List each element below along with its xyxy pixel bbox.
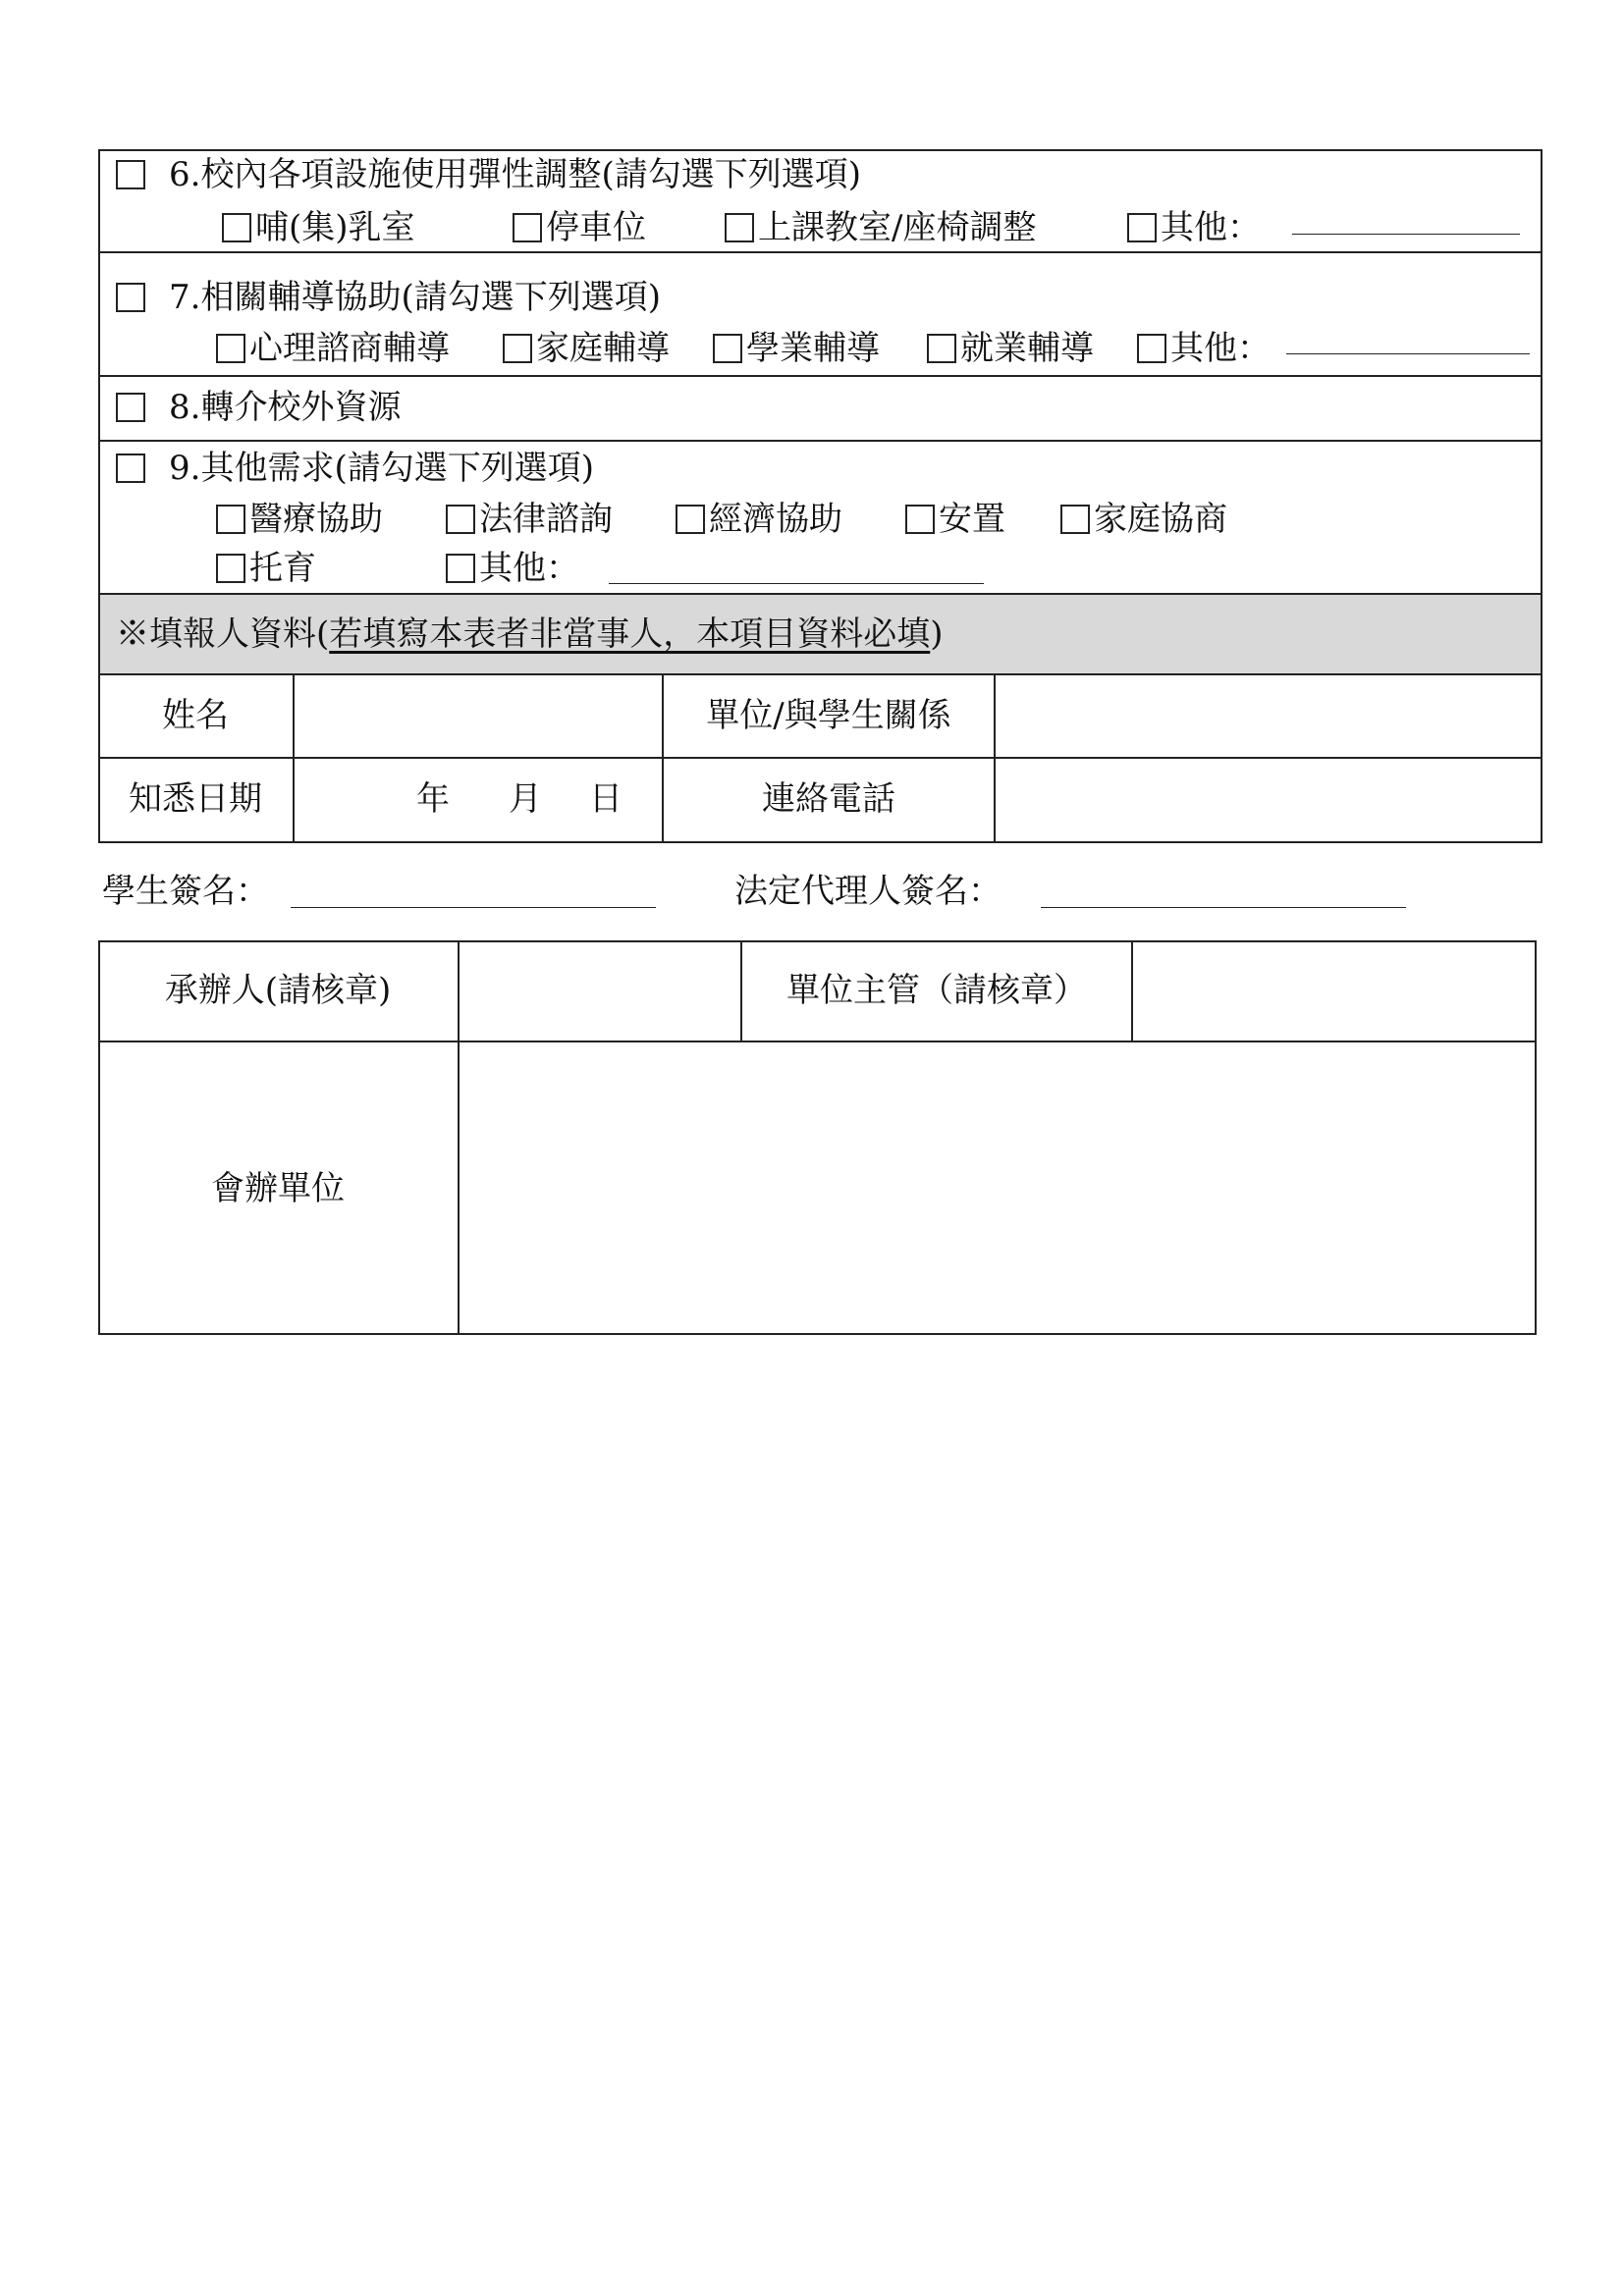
item9-option-placement-checkbox[interactable] [905,505,935,534]
item9-option-childcare: 托育 [249,549,316,588]
handler-label: 承辦人(請核章) [164,971,392,1010]
item9-option-other: 其他： [479,549,579,588]
reporter-unit-label: 單位/與學生關係 [706,696,951,735]
item6-option-other: 其他： [1161,208,1261,247]
reporter-date-label: 知悉日期 [129,779,262,819]
item9-option-family-mediation-checkbox[interactable] [1060,505,1090,534]
item6-other-blank[interactable] [1292,234,1520,235]
item6-option-other-checkbox[interactable] [1127,213,1157,242]
item9-option-financial: 經濟協助 [709,500,842,539]
item9-option-family-mediation: 家庭協商 [1094,500,1227,539]
student-signature-label: 學生簽名： [102,872,269,911]
item7-option-career: 就業輔導 [960,329,1094,368]
row-divider [98,440,1543,442]
row-divider [98,375,1543,377]
item7-option-counseling: 心理諮商輔導 [249,329,450,368]
item7-label: 7.相關輔導協助(請勾選下列選項) [169,278,661,317]
student-signature-line[interactable] [291,907,656,908]
item6-checkbox[interactable] [116,160,145,189]
item7-option-career-checkbox[interactable] [927,334,956,363]
item9-option-medical-checkbox[interactable] [216,505,245,534]
guardian-signature-label: 法定代理人簽名： [734,872,1001,911]
reporter-date-day: 日 [589,779,623,819]
item6-option-classroom: 上課教室/座椅調整 [758,208,1037,247]
reporter-phone-label: 連絡電話 [762,779,895,819]
item9-checkbox[interactable] [116,454,145,483]
item7-option-academic: 學業輔導 [746,329,880,368]
item7-other-blank[interactable] [1286,353,1530,354]
item7-option-other-checkbox[interactable] [1137,334,1166,363]
item9-option-medical: 醫療協助 [249,500,383,539]
item6-label: 6.校內各項設施使用彈性調整(請勾選下列選項) [169,155,861,194]
reporter-heading-prefix: ※填報人資料( [116,614,330,654]
handler-stamp-field[interactable] [460,942,738,1039]
item9-label: 9.其他需求(請勾選下列選項) [169,449,594,488]
item9-option-financial-checkbox[interactable] [676,505,705,534]
reporter-name-label: 姓名 [162,696,229,735]
item6-option-classroom-checkbox[interactable] [725,213,754,242]
item9-option-legal-checkbox[interactable] [446,505,475,534]
reporter-date-year: 年 [416,779,450,819]
reporter-unit-field[interactable] [996,675,1541,756]
supervisor-stamp-field[interactable] [1133,942,1535,1039]
item7-checkbox[interactable] [116,283,145,312]
guardian-signature-line[interactable] [1041,907,1406,908]
co-unit-field[interactable] [460,1042,1535,1333]
reporter-date-month: 月 [509,779,542,819]
item9-other-blank[interactable] [609,583,984,584]
reporter-phone-field[interactable] [996,759,1541,841]
item7-option-family: 家庭輔導 [536,329,670,368]
item7-option-other: 其他： [1170,329,1271,368]
item9-option-legal: 法律諮詢 [479,500,613,539]
item7-option-academic-checkbox[interactable] [713,334,742,363]
item8-label: 8.轉介校外資源 [169,388,402,427]
item6-option-parking: 停車位 [546,208,646,247]
reporter-heading-suffix: ) [930,614,944,654]
row-divider [98,251,1543,253]
item9-option-other-checkbox[interactable] [446,554,475,583]
item6-option-nursing-room-checkbox[interactable] [222,213,251,242]
item8-checkbox[interactable] [116,393,145,422]
reporter-name-field[interactable] [295,675,660,756]
item7-option-family-checkbox[interactable] [503,334,532,363]
item6-option-parking-checkbox[interactable] [513,213,542,242]
supervisor-label: 單位主管（請核章） [786,971,1087,1010]
reporter-heading-note: 若填寫本表者非當事人，本項目資料必填 [329,614,931,654]
item9-option-childcare-checkbox[interactable] [216,554,245,583]
item7-option-counseling-checkbox[interactable] [216,334,245,363]
item6-option-nursing-room: 哺(集)乳室 [255,208,415,247]
reporter-heading [116,614,944,654]
item9-option-placement: 安置 [939,500,1005,539]
co-unit-label: 會辦單位 [211,1169,345,1208]
